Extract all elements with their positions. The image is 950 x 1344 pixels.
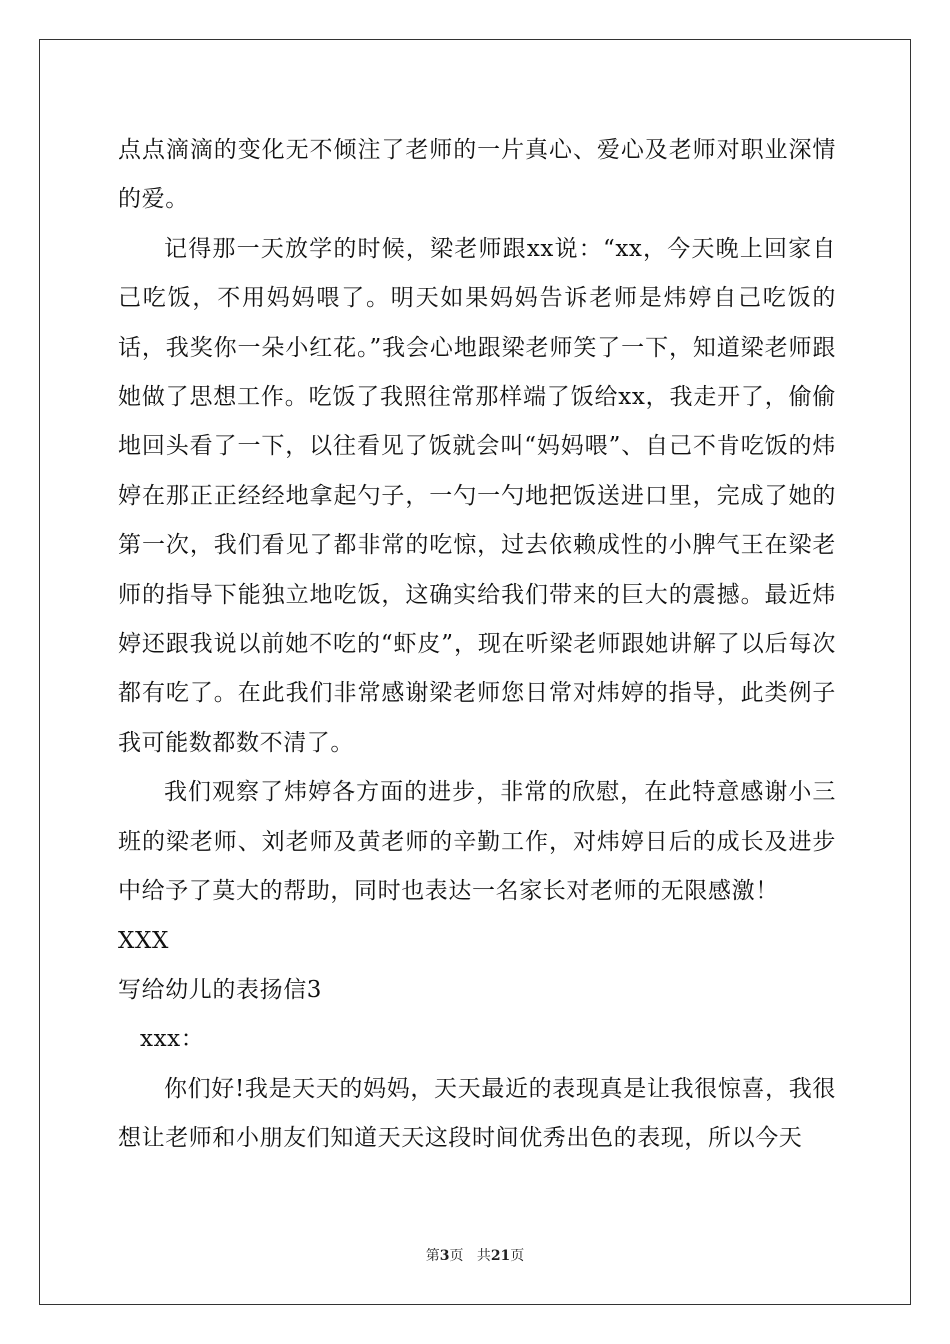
paragraph-thanks: 我们观察了炜婷各方面的进步，非常的欣慰，在此特意感谢小三班的梁老师、刘老师及黄老师的辛勤工作，对炜婷日后的成长及进步中给予了莫大的帮助，同时也表达一名家长对老师的无限感激！	[118, 779, 836, 905]
paragraph-continuation: 点点滴滴的变化无不倾注了老师的一片真心、爱心及老师对职业深情的爱。	[118, 137, 836, 213]
paragraph-greeting: 你们好!我是天天的妈妈，天天最近的表现真是让我很惊喜，我很想让老师和小朋友们知道天天这段时间优秀出色的表现，所以今天	[118, 1075, 836, 1152]
letter-title: 写给幼儿的表扬信3	[118, 976, 323, 1003]
footer-total-prefix: 共	[476, 1248, 491, 1264]
document-body	[118, 126, 836, 1164]
footer-current-page: 3	[439, 1248, 450, 1264]
footer-total-unit: 页	[510, 1248, 525, 1264]
letter-salutation: xxx：	[140, 1026, 205, 1053]
footer-page-unit: 页	[449, 1248, 464, 1264]
signature-line: XXX	[118, 927, 169, 954]
paragraph-lunch-story: 记得那一天放学的时候，梁老师跟xx说：“xx，今天晚上回家自己吃饭，不用妈妈喂了。明天如果妈妈告诉老师是炜婷自己吃饭的话，我奖你一朵小红花。”我会心地跟梁老师笑了一下，知道梁老师跟她做了思想工作。吃饭了我照往常那样端了饭给xx，我走开了，偷偷地回头看了一下，以往看见了饭就会叫“妈妈喂”、自己不肯吃饭的炜婷在那正正经经地拿起勺子，一勺一勺地把饭送进口里，完成了她的第一次，我们看见了都非常的吃惊，过去依赖成性的小脾气王在梁老师的指导下能独立地吃饭，这确实给我们带来的巨大的震撼。最近炜婷还跟我说以前她不吃的“虾皮”，现在听梁老师跟她讲解了以后每次都有吃了。在此我们非常感谢梁老师您日常对炜婷的指导，此类例子我可能数都数不清了。	[118, 235, 836, 756]
page-footer	[0, 1245, 950, 1265]
footer-prefix: 第	[425, 1248, 440, 1264]
footer-total-pages: 21	[490, 1248, 511, 1264]
